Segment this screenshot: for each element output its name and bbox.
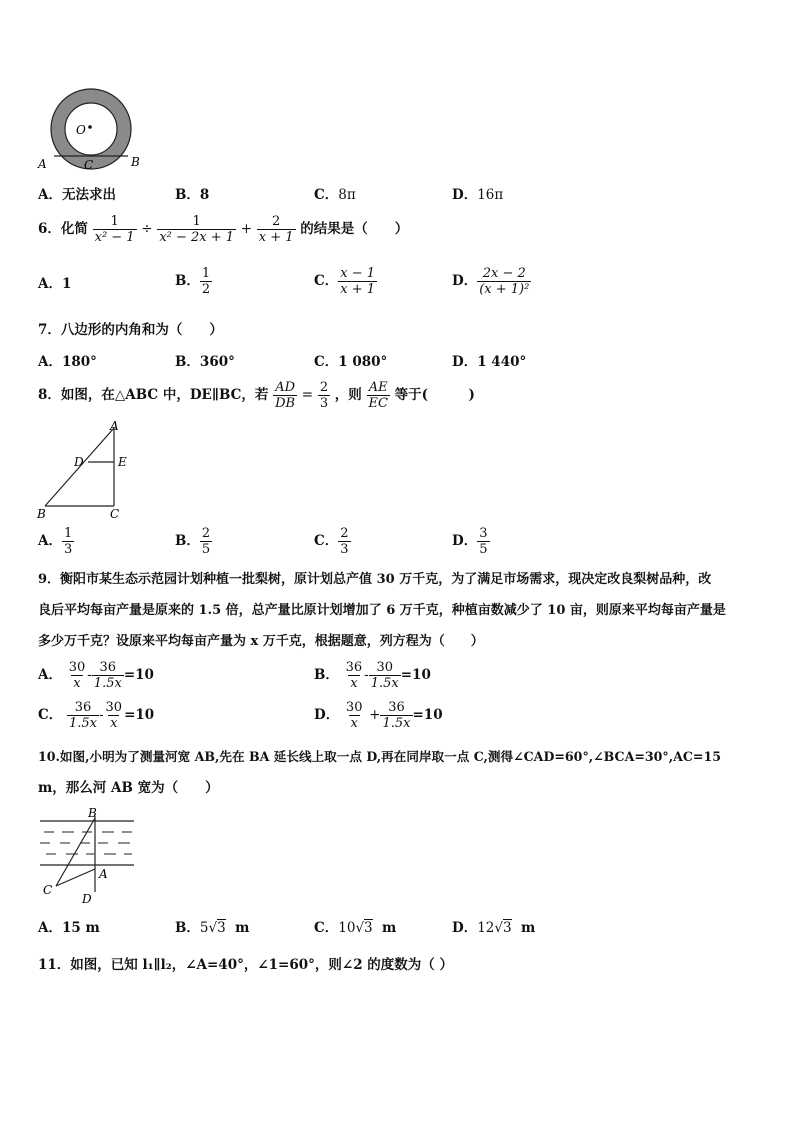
q10-stem-line1: 10.如图,小明为了测量河宽 AB,先在 BA 延长线上取一点 D,再在同岸取一点 C,测得∠CAD=60°,∠BCA=30°,AC=15	[38, 749, 721, 764]
q6-stem: 6．化简 $\frac{1}{\text{x² − 1}}$ ÷ $\frac{1}{\text{x² − 2x + 1}}$ + $\frac{2}{x + 1}$ 的结果是（ ）	[38, 214, 409, 245]
q5-option-c[interactable]: C．8π	[314, 187, 356, 203]
q7-option-a[interactable]: A．180°	[38, 354, 97, 370]
point-label-d: D	[82, 892, 92, 906]
triangle-figure	[34, 420, 144, 524]
q10-option-a[interactable]: A．15 m	[38, 920, 100, 936]
q9-option-d[interactable]: D． $\frac{30}{x}$ + $\frac{36}{1.5x}$ =10	[314, 700, 443, 731]
q10-option-d[interactable]: D．12√3 m	[452, 920, 536, 936]
q5-option-d[interactable]: D．16π	[452, 187, 504, 203]
q6-option-c[interactable]: C． $\frac{x - 1}{x + 1}$	[314, 266, 376, 297]
q11-stem: 11．如图，已知 l₁∥l₂，∠A=40°，∠1=60°，则∠2 的度数为（ ）	[38, 957, 454, 973]
river-figure	[36, 806, 138, 906]
q9-stem-line2: 良后平均每亩产量是原来的 1.5 倍，总产量比原计划增加了 6 万千克，种植亩数减少了 10 亩，则原来平均每亩产量是	[38, 603, 726, 618]
q6-option-b[interactable]: B． $\frac{1}{2}$	[175, 266, 211, 297]
q6-option-a[interactable]: A．1	[38, 276, 72, 292]
q6-option-d[interactable]: D． $\frac{2x - 2}{\text{(x + 1)²}}$	[452, 266, 530, 297]
q9-option-b[interactable]: B． $\frac{36}{x}$ - $\frac{30}{1.5x}$ =10	[314, 660, 431, 691]
center-label-o: O	[76, 123, 86, 137]
annulus-figure	[36, 86, 146, 172]
point-label-e: E	[118, 455, 127, 469]
q9-option-a[interactable]: A． $\frac{30}{x}$ - $\frac{36}{1.5x}$ =10	[38, 660, 154, 691]
point-label-d: D	[74, 455, 84, 469]
q7-stem: 7．八边形的内角和为（ ）	[38, 322, 223, 338]
point-label-a: A	[99, 867, 108, 881]
q9-option-c[interactable]: C． $\frac{36}{1.5x}$ - $\frac{30}{x}$ =10	[38, 700, 155, 731]
q8-option-d[interactable]: D． $\frac{3}{5}$	[452, 526, 488, 557]
point-label-b: B	[131, 155, 140, 169]
q9-stem-line3: 多少万千克？设原来平均每亩产量为 x 万千克，根据题意，列方程为（ ）	[38, 634, 484, 649]
point-label-c: C	[110, 507, 120, 521]
q10-option-c[interactable]: C．10√3 m	[314, 920, 397, 936]
point-label-b: B	[88, 806, 97, 820]
q8-option-c[interactable]: C． $\frac{2}{3}$	[314, 526, 349, 557]
q8-stem: 8．如图，在△ABC 中，DE∥BC，若 $\frac{AD}{DB}$ = $\frac{2}{3}$ ，则 $\frac{AE}{EC}$ 等于( )	[38, 380, 475, 411]
q8-option-a[interactable]: A． $\frac{1}{3}$	[38, 526, 73, 557]
q9-stem-line1: 9．衡阳市某生态示范园计划种植一批梨树，原计划总产值 30 万千克，为了满足市场需求，现决定改良梨树品种，改	[38, 572, 712, 587]
point-label-a: A	[110, 420, 119, 433]
point-label-c: C	[43, 883, 53, 897]
q5-option-a[interactable]: A．无法求出	[38, 187, 116, 203]
point-label-c: C	[84, 158, 94, 172]
q5-option-b[interactable]: B．8	[175, 187, 210, 203]
q7-option-d[interactable]: D．1 440°	[452, 354, 527, 370]
q7-option-b[interactable]: B．360°	[175, 354, 235, 370]
point-label-a: A	[38, 157, 47, 171]
q7-option-c[interactable]: C．1 080°	[314, 354, 388, 370]
point-label-b: B	[37, 507, 46, 521]
q10-option-b[interactable]: B．5√3 m	[175, 920, 250, 936]
q10-stem-line2: m，那么河 AB 宽为（ ）	[38, 780, 219, 796]
q8-option-b[interactable]: B． $\frac{2}{5}$	[175, 526, 211, 557]
